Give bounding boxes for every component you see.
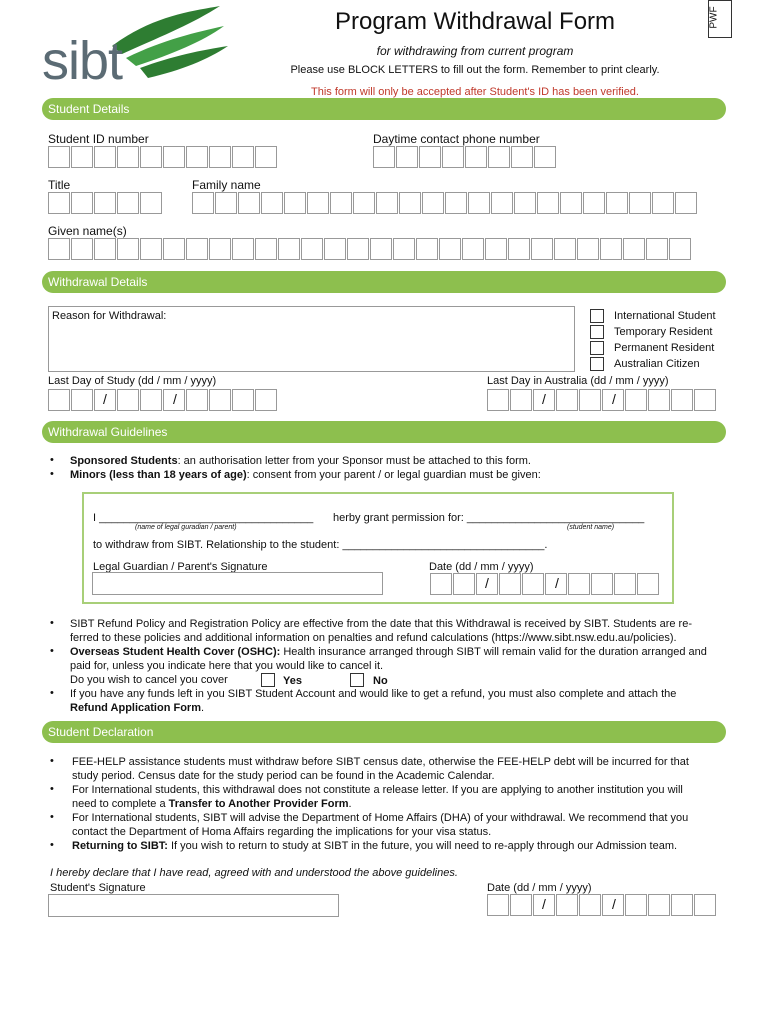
guardian-date-field[interactable] xyxy=(430,573,660,595)
consent-line-1a: I ___________________________________ xyxy=(93,512,314,524)
title-label: Title xyxy=(48,178,71,192)
section-student-declaration: Student Declaration xyxy=(42,721,726,743)
australian-citizen-checkbox[interactable] xyxy=(590,357,604,371)
international-student-label: International Student xyxy=(614,310,716,322)
date-separator: / xyxy=(542,896,546,912)
section-withdrawal-guidelines: Withdrawal Guidelines xyxy=(42,421,726,443)
cancel-cover-no-checkbox[interactable] xyxy=(350,673,364,687)
date-separator: / xyxy=(485,575,489,591)
permanent-resident-label: Permanent Resident xyxy=(614,342,715,354)
bullet: • xyxy=(50,755,54,767)
section-withdrawal-details: Withdrawal Details xyxy=(42,271,726,293)
cancel-cover-yes-label: Yes xyxy=(283,675,302,687)
family-name-field[interactable] xyxy=(192,192,698,214)
form-title: Program Withdrawal Form xyxy=(334,8,616,35)
bullet: • xyxy=(50,687,54,699)
date-separator: / xyxy=(173,391,177,407)
declaration-date-field[interactable] xyxy=(487,894,717,916)
minors-note: Minors (less than 18 years of age): consent from your parent / or legal guardian must be given: xyxy=(70,469,541,481)
temporary-resident-label: Temporary Resident xyxy=(614,326,713,338)
cancel-cover-question: Do you wish to cancel you cover xyxy=(70,674,228,686)
consent-line-2: to withdraw from SIBT. Relationship to the student: _________________________________. xyxy=(93,539,548,551)
last-day-study-field[interactable] xyxy=(48,389,278,411)
given-names-label: Given name(s) xyxy=(48,224,127,238)
bullet: • xyxy=(50,617,54,629)
given-names-field[interactable] xyxy=(48,238,692,260)
phone-field[interactable] xyxy=(373,146,557,168)
returning-note: Returning to SIBT: If you wish to return to study at SIBT in the future, you will need to re-apply through our Admission team. xyxy=(72,840,678,852)
bullet: • xyxy=(50,839,54,851)
reason-label: Reason for Withdrawal: xyxy=(52,310,167,322)
phone-label: Daytime contact phone number xyxy=(373,132,540,146)
permanent-resident-checkbox[interactable] xyxy=(590,341,604,355)
refund-funds-note: If you have any funds left in you SIBT Student Account and would like to get a refund, you must also complete and attach the Refund Application Form. xyxy=(70,688,677,714)
form-instruction: Please use BLOCK LETTERS to fill out the form. Remember to print clearly. xyxy=(290,64,660,76)
family-name-label: Family name xyxy=(192,178,261,192)
form-code-badge: PWF xyxy=(708,0,732,38)
consent-hint-parent: (name of legal guradian / parent) xyxy=(135,524,237,531)
date-separator: / xyxy=(612,391,616,407)
declaration-date-label: Date (dd / mm / yyyy) xyxy=(487,882,592,894)
date-separator: / xyxy=(555,575,559,591)
student-id-label: Student ID number xyxy=(48,132,149,146)
consent-hint-student: (student name) xyxy=(567,524,615,531)
dha-note: For International students, SIBT will advise the Department of Home Affairs (DHA) of your withdrawal. We recommend that you contact the Department of Homa Affairs regarding the implications for your visa status. xyxy=(72,812,689,838)
form-warning: This form will only be accepted after Student's ID has been verified. xyxy=(311,86,639,98)
student-id-field[interactable] xyxy=(48,146,278,168)
last-day-australia-label: Last Day in Australia (dd / mm / yyyy) xyxy=(487,375,669,387)
cancel-cover-yes-checkbox[interactable] xyxy=(261,673,275,687)
reason-field[interactable] xyxy=(48,306,575,372)
last-day-australia-field[interactable] xyxy=(487,389,717,411)
consent-line-1b: herby grant permission for: _____________________________ xyxy=(333,512,645,524)
refund-policy-note: SIBT Refund Policy and Registration Policy are effective from the date that this Withdrawal is received by SIBT. Students are re- ferred to these policies and additional information on penalties and refund calculations (https://www.sibt.nsw.edu.au/policies). xyxy=(70,618,692,644)
guardian-date-label: Date (dd / mm / yyyy) xyxy=(429,561,534,573)
form-subtitle: for withdrawing from current program xyxy=(376,44,574,58)
student-signature-label: Student's Signature xyxy=(50,882,146,894)
bullet: • xyxy=(50,645,54,657)
bullet: • xyxy=(50,783,54,795)
date-separator: / xyxy=(542,391,546,407)
section-student-details: Student Details xyxy=(42,98,726,120)
fee-help-note: FEE-HELP assistance students must withdraw before SIBT census date, otherwise the FEE-HELP debt will be incurred for that study period. Census date for the study period can be found in the Academic Calendar. xyxy=(72,756,689,782)
date-separator: / xyxy=(103,391,107,407)
bullet: • xyxy=(50,811,54,823)
date-separator: / xyxy=(612,896,616,912)
sponsored-students-note: Sponsored Students: an authorisation letter from your Sponsor must be attached to this form. xyxy=(70,455,531,467)
bullet: • xyxy=(50,454,54,466)
release-letter-note: For International students, this withdrawal does not constitute a release letter. If you are applying to another institution you will need to complete a Transfer to Another Provider Form. xyxy=(72,784,683,810)
international-student-checkbox[interactable] xyxy=(590,309,604,323)
temporary-resident-checkbox[interactable] xyxy=(590,325,604,339)
student-signature-field[interactable] xyxy=(48,894,339,917)
declaration-statement: I hereby declare that I have read, agreed with and understood the above guidelines. xyxy=(50,867,458,879)
last-day-study-label: Last Day of Study (dd / mm / yyyy) xyxy=(48,375,217,387)
bullet: • xyxy=(50,468,54,480)
oshc-note: Overseas Student Health Cover (OSHC): Health insurance arranged through SIBT will remain valid for the duration arranged and paid for, unless you indicate here that you would like to cancel it. xyxy=(70,646,707,672)
cancel-cover-no-label: No xyxy=(373,675,388,687)
sibt-logo: sibt xyxy=(42,31,123,91)
title-field[interactable] xyxy=(48,192,163,214)
guardian-signature-field[interactable] xyxy=(92,572,383,595)
australian-citizen-label: Australian Citizen xyxy=(614,358,700,370)
guardian-signature-label: Legal Guardian / Parent's Signature xyxy=(93,561,268,573)
